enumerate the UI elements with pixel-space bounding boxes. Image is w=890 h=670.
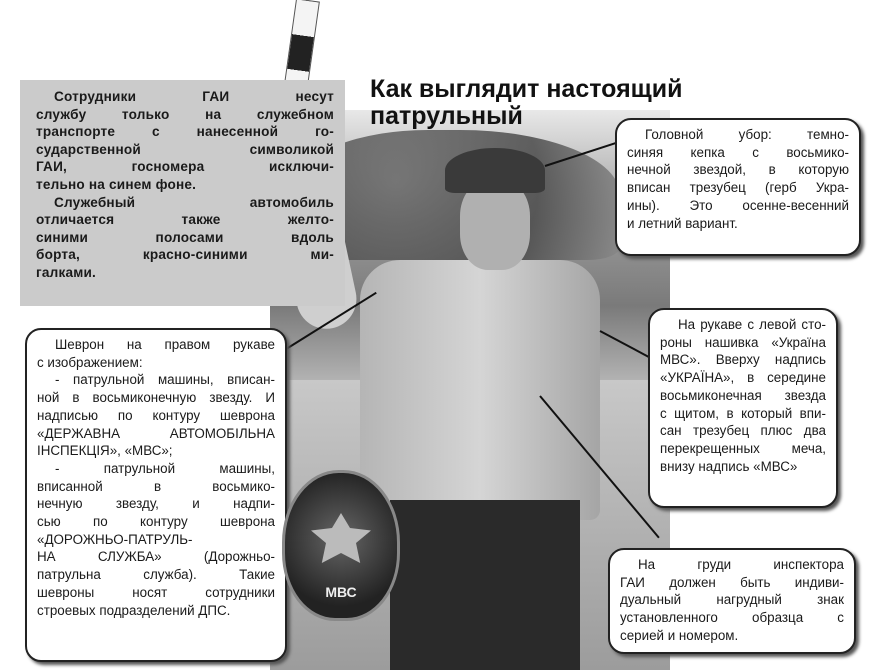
text-line: ІНСПЕКЦІЯ», «МВС»;: [37, 443, 173, 459]
text-line: сан трезубец плюс два: [660, 423, 826, 439]
text-line: дуальный нагрудный знак: [620, 592, 844, 608]
text-line: синими полосами вдоль: [36, 229, 334, 245]
text-line: «ДОРОЖНЬО-ПАТРУЛЬ-: [37, 531, 193, 547]
text-line: Головной убор: темно-: [645, 127, 849, 142]
callout-chest: [608, 548, 856, 654]
callout-headwear: [615, 118, 861, 256]
intro-text: [36, 88, 334, 282]
text-line: надписью по контуру шеврона: [37, 407, 275, 423]
text-line: - патрульной машины, вписан-: [55, 372, 275, 388]
text-line: с щитом, в который впи-: [660, 405, 826, 421]
text-line: перекрещенных меча,: [660, 440, 826, 456]
text-line: На рукаве с левой сто-: [678, 317, 826, 332]
text-line: восьмиконечная звезда: [660, 387, 826, 403]
text-line: серией и номером.: [620, 627, 739, 643]
text-line: строевых подразделений ДПС.: [37, 602, 231, 618]
text-line: ины). Это осенне-весенний: [627, 197, 849, 213]
text-line: нечной звездой, в которую: [627, 162, 849, 178]
officer-cap: [445, 148, 545, 193]
officer-trousers: [390, 500, 580, 670]
text-line: Шеврон на правом рукаве: [55, 337, 275, 352]
chevron-patch-image: [282, 470, 400, 621]
text-line: «УКРАЇНА», в середине: [660, 370, 826, 386]
text-line: вписанной в восьмико-: [37, 478, 275, 494]
text-line: службу только на служебном: [36, 106, 334, 122]
text-line: - патрульной машины,: [55, 460, 275, 476]
text-line: отличается также желто-: [36, 212, 334, 228]
text-line: Служебный автомобиль: [54, 194, 334, 210]
text-line: ГАИ должен быть индиви-: [620, 574, 844, 590]
text-line: синяя кепка с восьмико-: [627, 144, 849, 160]
text-line: сударственной символикой: [36, 141, 334, 157]
text-line: тельно на синем фоне.: [36, 176, 197, 192]
callout-sleeve: [648, 308, 838, 508]
text-line: патрульна служба). Такие: [37, 567, 275, 583]
officer-head: [460, 180, 530, 270]
officer-shirt: [360, 260, 600, 520]
callout-chevron: [25, 328, 287, 662]
text-line: НА СЛУЖБА» (Дорожньо-: [37, 549, 275, 565]
text-line: установленного образца с: [620, 610, 844, 626]
text-line: нечную звезду, и надпи-: [37, 496, 275, 512]
text-line: борта, красно-синими ми-: [36, 247, 334, 263]
badge-label: МВС: [325, 584, 357, 600]
text-line: ной в восьмиконечную звезду. И: [37, 390, 275, 406]
text-line: На груди инспектора: [638, 557, 844, 572]
text-line: и летний вариант.: [627, 215, 738, 231]
text-line: внизу надпись «МВС»: [660, 458, 798, 474]
title-line: Как выглядит настоящий: [370, 75, 683, 103]
text-line: шевроны носят сотрудники: [37, 584, 275, 600]
text-line: с изображением:: [37, 354, 143, 370]
text-line: транспорте с нанесенной го-: [36, 124, 334, 140]
text-line: вписан трезубец (герб Укра-: [627, 180, 849, 196]
text-line: ГАИ, госномера исключи-: [36, 159, 334, 175]
eight-pointed-star-icon: [311, 513, 371, 563]
title-line: патрульный: [370, 102, 523, 130]
text-line: галками.: [36, 264, 97, 280]
text-line: «ДЕРЖАВНА АВТОМОБІЛЬНА: [37, 425, 275, 441]
text-line: роны нашивка «Україна: [660, 334, 826, 350]
text-line: МВС». Вверху надпись: [660, 352, 826, 368]
text-line: Сотрудники ГАИ несут: [54, 89, 334, 104]
text-line: сью по контуру шеврона: [37, 514, 275, 530]
